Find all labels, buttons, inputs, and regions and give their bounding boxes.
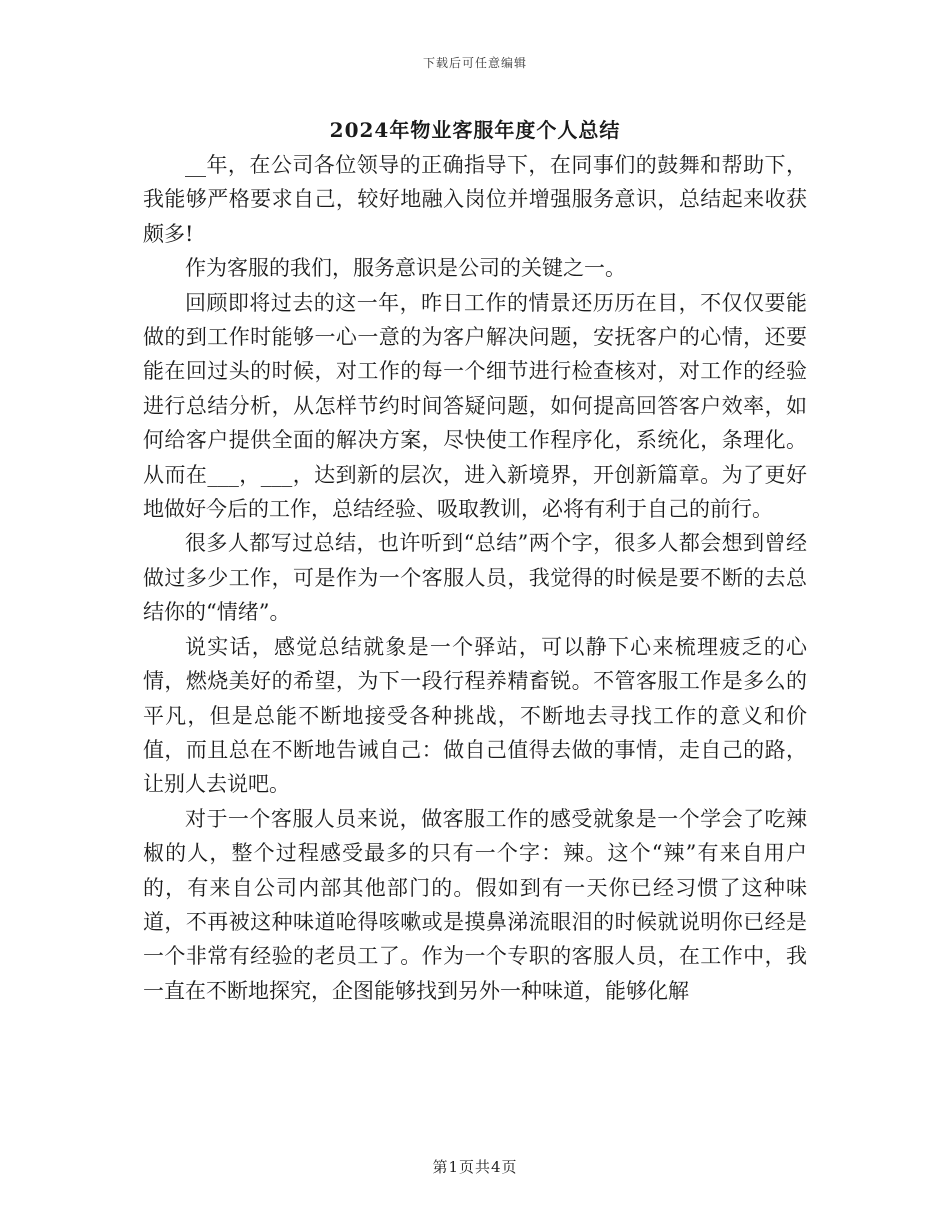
paragraph-4: 很多人都写过总结，也许听到“总结”两个字，很多人都会想到曾经做过多少工作，可是作为一个客服人员，我觉得的时候是要不断的去总结你的“情绪”。: [143, 531, 807, 625]
document-title: 2024年物业客服年度个人总结: [329, 118, 621, 142]
paragraph-1: __年，在公司各位领导的正确指导下，在同事们的鼓舞和帮助下，我能够严格要求自己，较好地融入岗位并增强服务意识，总结起来收获颇多!: [143, 153, 807, 246]
paragraph-6: 对于一个客服人员来说，做客服工作的感受就象是一个学会了吃辣椒的人，整个过程感受最多的只有一个字：辣。这个“辣”有来自用户的，有来自公司内部其他部门的。假如到有一天你已经习惯了这种味道，不再被这种味道呛得咳嗽或是摸鼻涕流眼泪的时候就说明你已经是一个非常有经验的老员工了。作为一个专职的客服人员，在工作中，我一直在不断地探究，企图能够找到另外一种味道，能够化解: [143, 806, 807, 1003]
document-body: [143, 148, 807, 1008]
page-number: 第1页共4页: [432, 1158, 518, 1176]
page-header: 下载后可任意编辑: [422, 56, 527, 70]
paragraph-2: 作为客服的我们，服务意识是公司的关键之一。: [185, 256, 626, 281]
paragraph-5: 说实话，感觉总结就象是一个驿站，可以静下心来梳理疲乏的心情，燃烧美好的希望，为下一段行程养精畜锐。不管客服工作是多么的平凡，但是总能不断地接受各种挑战，不断地去寻找工作的意义和价值，而且总在不断地告诫自己：做自己值得去做的事情，走自己的路，让别人去说吧。: [143, 634, 807, 797]
paragraph-3: 回顾即将过去的这一年，昨日工作的情景还历历在目，不仅仅要能做的到工作时能够一心一意的为客户解决问题，安抚客户的心情，还要能在回过头的时候，对工作的每一个细节进行检查核对，对工作的经验进行总结分析，从怎样节约时间答疑问题，如何提高回答客户效率，如何给客户提供全面的解决方案，尽快使工作程序化，系统化，条理化。从而在___，___，达到新的层次，进入新境界，开创新篇章。为了更好地做好今后的工作，总结经验、吸取教训，必将有利于自己的前行。: [143, 290, 807, 522]
